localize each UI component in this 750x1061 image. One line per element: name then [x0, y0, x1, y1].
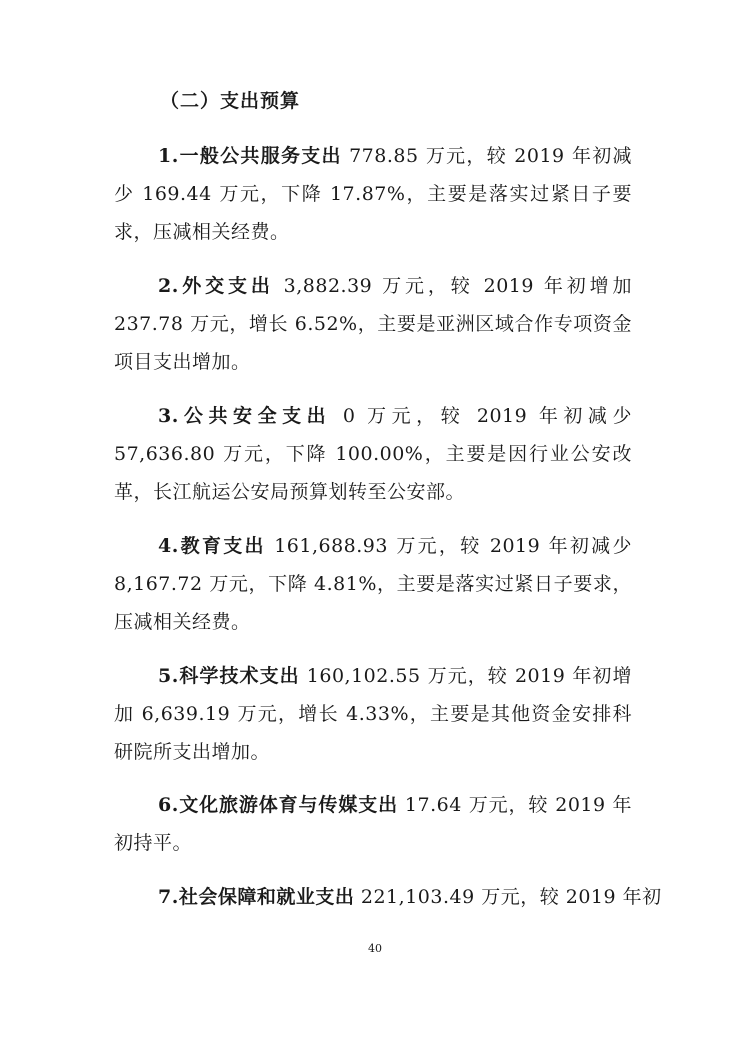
item-body: 160,102.55 万元，较 2019 年初增加 6,639.19 万元，增长 4.33%，主要是其他资金安排科研院所支出增加。 — [114, 665, 632, 763]
expenditure-item-social-security-employment — [114, 878, 662, 916]
expenditure-item-education — [114, 527, 632, 641]
section-heading: （二）支出预算 — [160, 90, 301, 112]
item-lead: 5.科学技术支出 — [158, 665, 300, 687]
expenditure-item-general-public-services — [114, 137, 632, 251]
expenditure-item-foreign-affairs — [114, 267, 632, 381]
item-lead: 2.外交支出 — [158, 275, 274, 297]
item-lead: 1.一般公共服务支出 — [158, 145, 342, 167]
item-body: 778.85 万元，较 2019 年初减少 169.44 万元，下降 17.87%，主要是落实过紧日子要求，压减相关经费。 — [114, 145, 632, 243]
expenditure-item-culture-tourism-sports-media — [114, 786, 632, 862]
expenditure-item-public-security — [114, 397, 632, 511]
item-body: 161,688.93 万元，较 2019 年初减少 8,167.72 万元，下降 4.81%，主要是落实过紧日子要求，压减相关经费。 — [114, 535, 632, 633]
item-body: 0 万元，较 2019 年初减少 57,636.80 万元，下降 100.00%，主要是因行业公安改革，长江航运公安局预算划转至公安部。 — [114, 405, 632, 503]
item-body: 221,103.49 万元，较 2019 年初 — [354, 886, 662, 908]
expenditure-item-science-technology — [114, 657, 632, 771]
item-body: 3,882.39 万元，较 2019 年初增加 237.78 万元，增长 6.52%，主要是亚洲区域合作专项资金项目支出增加。 — [114, 275, 633, 373]
item-lead: 7.社会保障和就业支出 — [158, 886, 355, 908]
item-lead: 4.教育支出 — [158, 535, 266, 557]
item-body: 17.64 万元，较 2019 年初持平。 — [114, 794, 633, 854]
item-lead: 3.公共安全支出 — [158, 405, 332, 427]
item-lead: 6.文化旅游体育与传媒支出 — [158, 794, 398, 816]
page-number: 40 — [368, 942, 382, 955]
